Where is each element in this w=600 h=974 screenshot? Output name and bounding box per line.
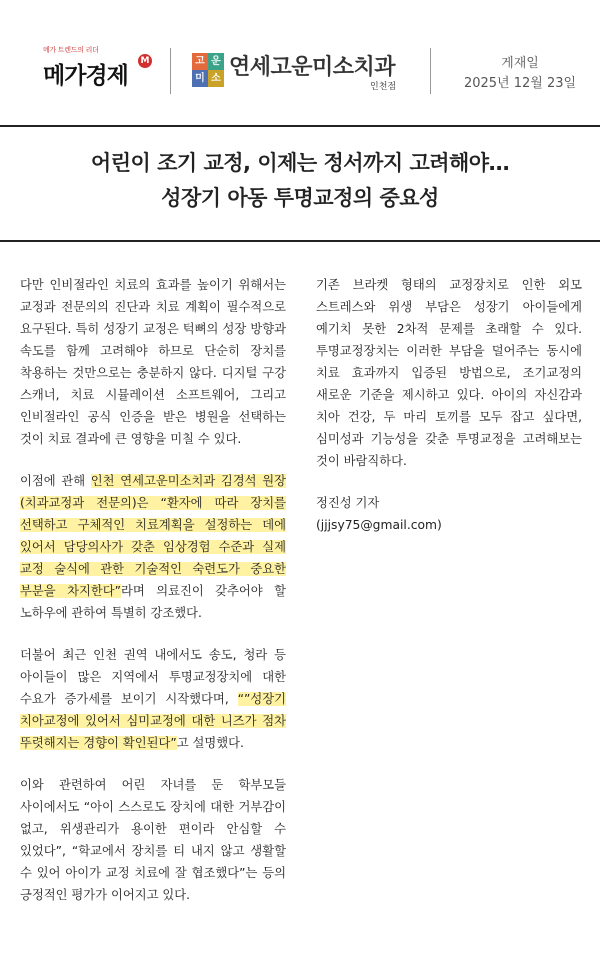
publisher-tagline: 메가 트렌드의 리더 — [43, 46, 99, 54]
paragraph-text: 이점에 관해 — [20, 474, 91, 488]
paragraph: 다만 인비절라인 치료의 효과를 높이기 위해서는 교정과 전문의의 진단과 치료 계획이 필수적으로 요구된다. 특히 성장기 교정은 턱뼈의 성장 방향과 속도를 함께 고려해야 하므로 단순히 장치를 착용하는 것만으로는 충분하지 않다. 디지털 구강 스캐너, 치료 시뮬레이션 소프트웨어, 그리고 인비절라인 공식 인증을 받은 병원을 선택하는 것이 치료 결과에 큰 영향을 미칠 수 있다. — [20, 278, 286, 446]
reporter-name: 정진성 기자 — [316, 496, 380, 510]
paragraph — [20, 644, 286, 754]
paragraph-text: 더불어 최근 인천 권역 내에서도 송도, 청라 등 아이들이 많은 지역에서 투명교정장치에 대한 수요가 증가세를 보이기 시작했다며, — [20, 648, 286, 706]
clinic-logo-cell: 소 — [208, 70, 224, 87]
title-bottom-rule — [0, 240, 600, 242]
clinic-name: 연세고운미소치과 — [229, 55, 396, 80]
divider — [430, 48, 431, 94]
reporter-email[interactable]: (jjjsy75@gmail.com) — [316, 518, 442, 532]
title-line-1: 어린이 조기 교정, 이제는 정서까지 고려해야… — [90, 151, 510, 175]
paragraph-text: 고 설명했다. — [176, 736, 244, 750]
clinic-logo-cell: 미 — [192, 70, 208, 87]
publisher-logo[interactable]: 메가경제 — [43, 63, 128, 89]
title-line-2: 성장기 아동 투명교정의 중요성 — [161, 186, 439, 210]
article-column-left — [20, 274, 286, 926]
paragraph: 이와 관련하여 어린 자녀를 둔 학부모들 사이에서도 “아이 스스로도 장치에 대한 거부감이 없고, 위생관리가 용이한 편이라 안심할 수 있었다”, “학교에서 장치를 티 내지 않고 생활할 수 있어 아이가 교정 치료에 잘 협조했다”는 등의 긍정적인 평가가 이어지고 있다. — [20, 778, 286, 902]
clinic-logo-icon — [192, 53, 224, 87]
highlighted-quote: “”성장기 치아교정에 있어서 심미교정에 대한 니즈가 점차 뚜렷해지는 경향이 확인된다” — [20, 692, 286, 750]
clinic-logo-cell: 고 — [192, 53, 208, 70]
publish-date: 2025년 12월 23일 — [463, 76, 577, 91]
title-top-rule — [0, 125, 600, 127]
publish-label: 게재일 — [501, 56, 539, 71]
paragraph — [20, 470, 286, 624]
clinic-logo-cell: 운 — [208, 53, 224, 70]
publisher-badge-icon: M — [138, 54, 152, 68]
article-column-right — [316, 274, 582, 536]
masthead — [0, 0, 600, 120]
divider — [170, 48, 171, 94]
paragraph-text: 라며 의료진이 갖추어야 할 노하우에 관하여 특별히 강조했다. — [20, 584, 286, 620]
clinic-branch: 인천점 — [370, 82, 397, 92]
paragraph: 기존 브라켓 형태의 교정장치로 인한 외모 스트레스와 위생 부담은 성장기 아이들에게 예기치 못한 2차적 문제를 초래할 수 있다. 투명교정장치는 이러한 부담을 덜어주는 동시에 치료 효과까지 입증된 방법으로, 조기교정의 새로운 기준을 제시하고 있다. 아이의 자신감과 치아 건강, 두 마리 토끼를 모두 잡고 싶다면, 심미성과 기능성을 갖춘 투명교정을 고려해보는 것이 바람직하다. — [316, 278, 582, 468]
highlighted-quote: 인천 연세고운미소치과 김경석 원장(치과교정과 전문의)은 “환자에 따라 장치를 선택하고 구체적인 치료계획을 설정하는 데에 있어서 담당의사가 갖춘 임상경험 수준과 실제 교정 술식에 관한 기술적인 숙련도가 중요한 부분을 차지한다” — [20, 474, 286, 598]
article-title — [20, 146, 580, 216]
